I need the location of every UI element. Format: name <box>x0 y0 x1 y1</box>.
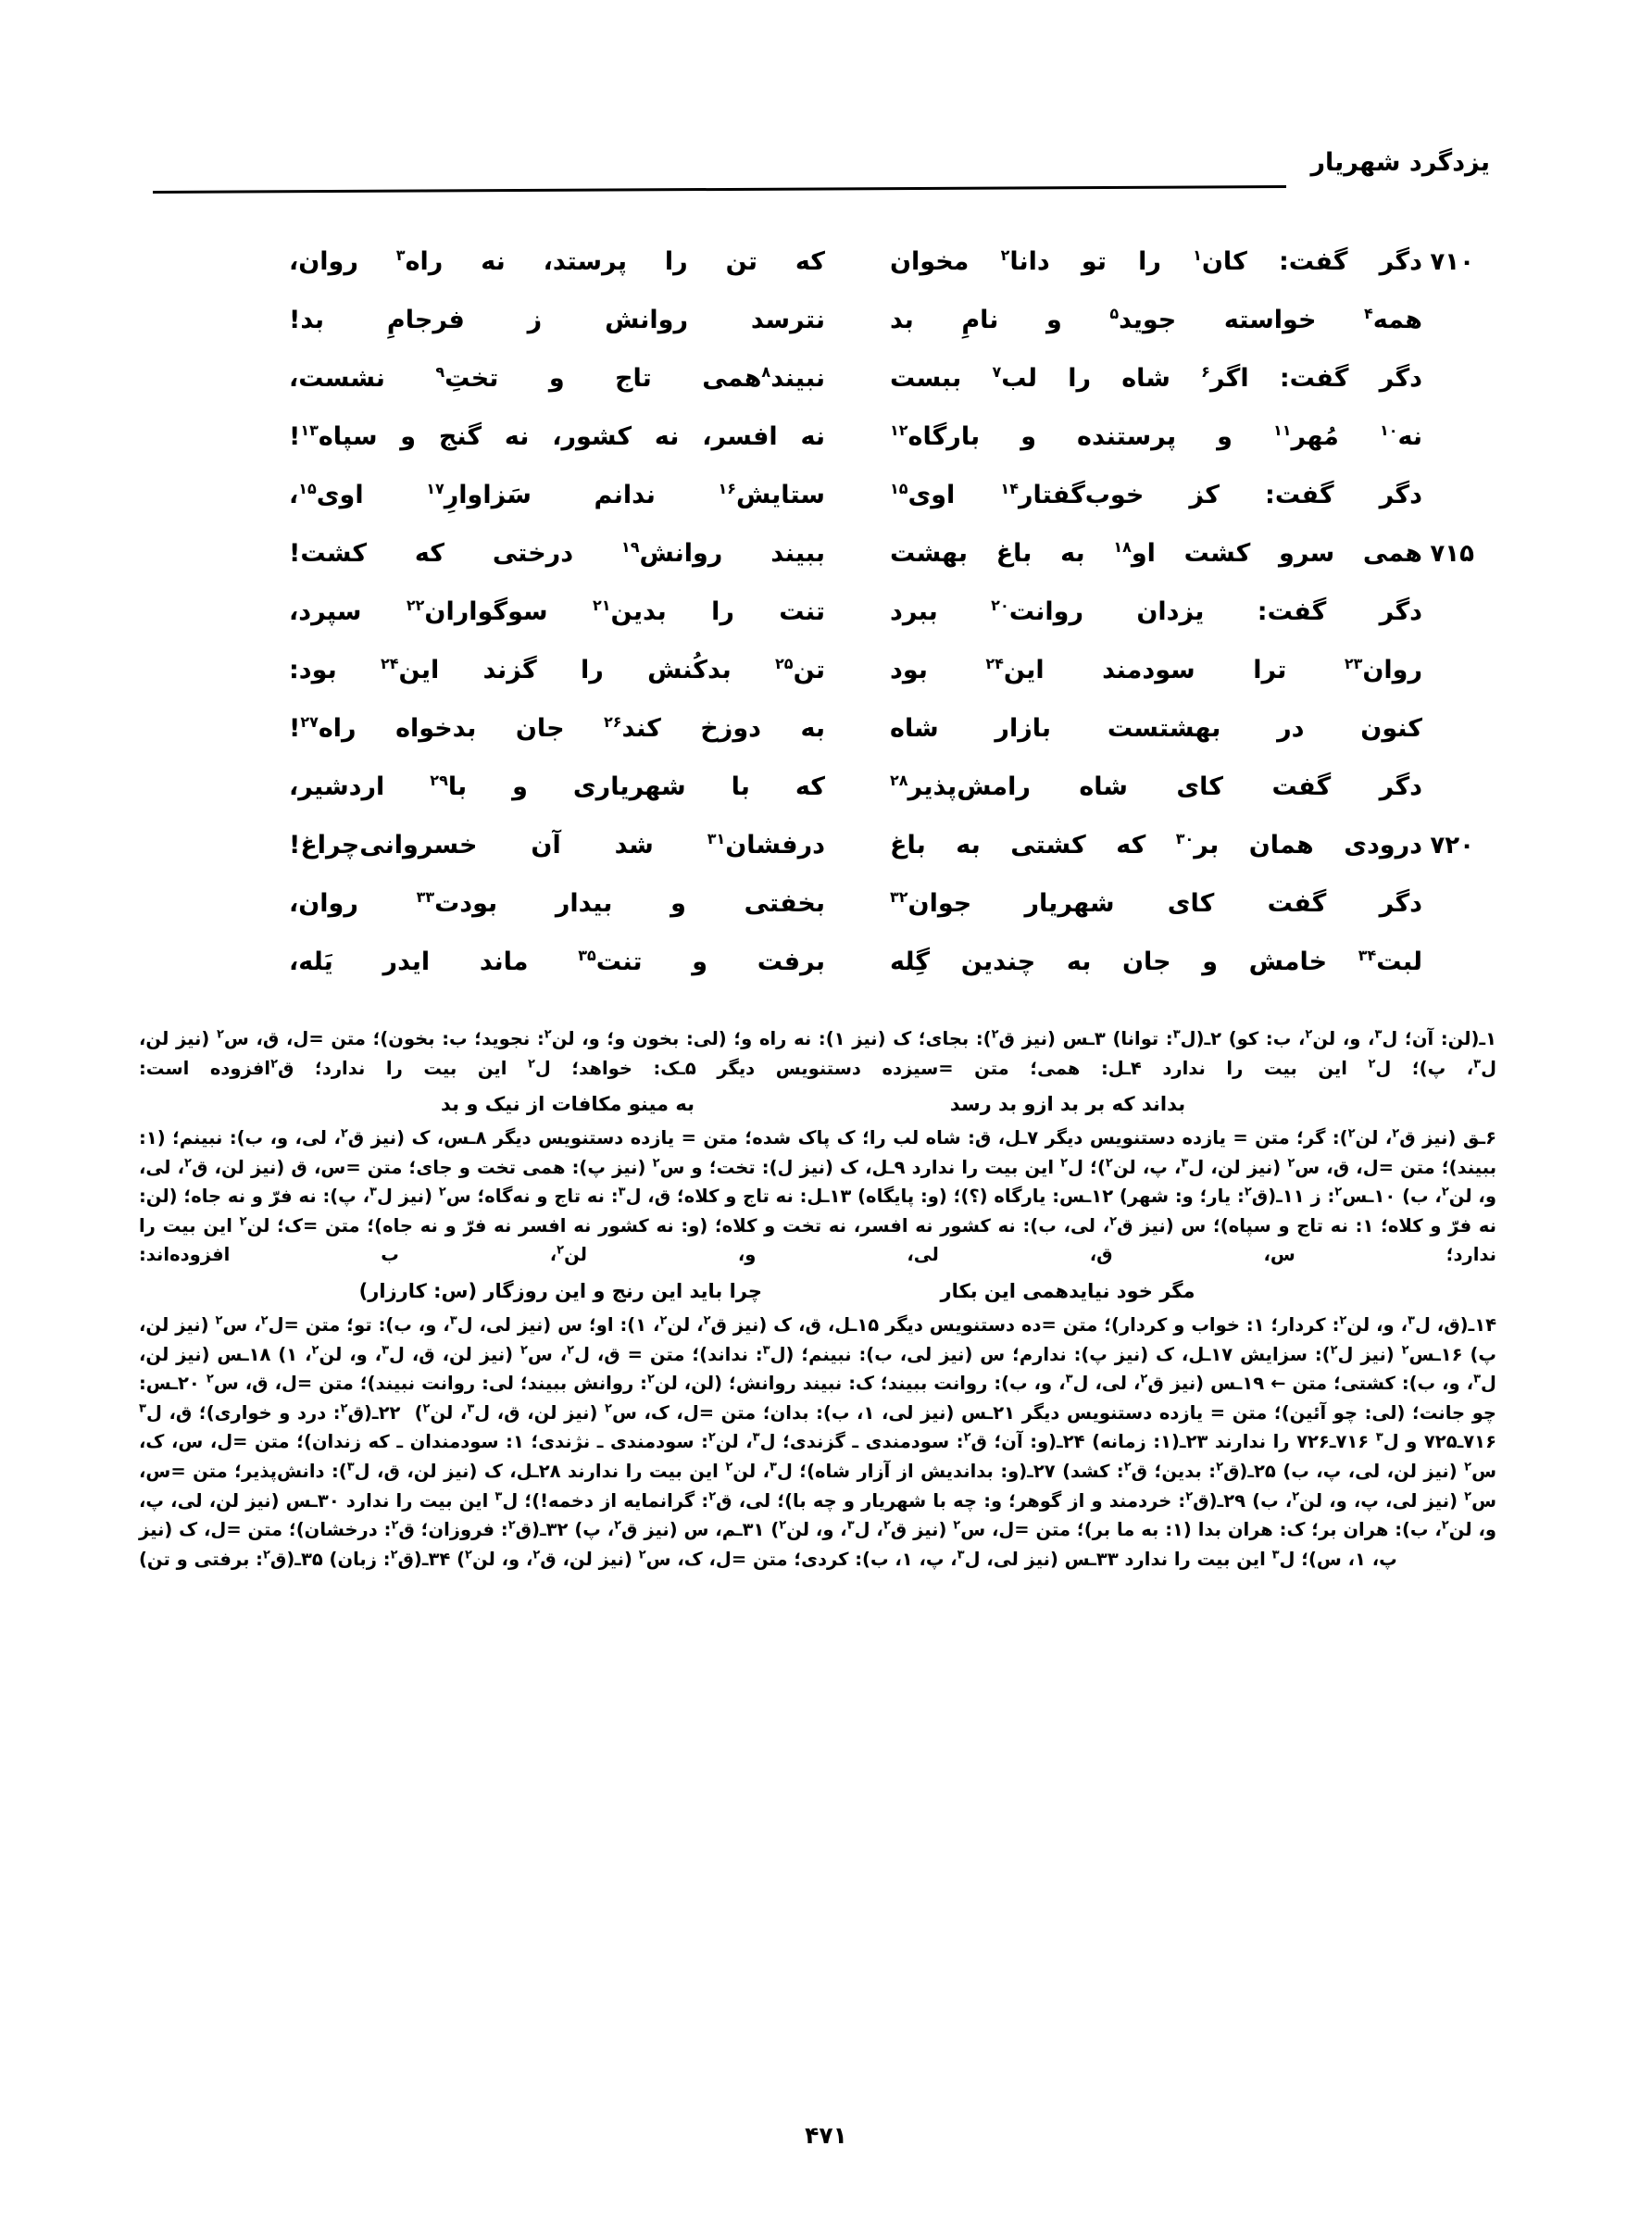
hemistich-first: کنون در بهشتست بازار شاه <box>890 714 1422 743</box>
hemistich-first: دگر گفت: کان$^۱$ را تو دانا$^۲$ مخوان <box>890 246 1422 276</box>
page-number: ۴۷۱ <box>805 2122 847 2149</box>
running-head <box>0 148 1652 198</box>
verse-number <box>1422 593 1495 598</box>
hemistich-second: ببیند روانش$^{۱۹}$ درختی که کشت! <box>289 538 825 568</box>
verse-number <box>1422 651 1495 657</box>
hemistich-second: نبیند$^۸$همی تاج و تختِ$^۹$ نشست، <box>289 363 825 393</box>
verse-number: ۷۲۰ <box>1430 832 1474 860</box>
hemistich-first: همه$^۴$ خواسته جوید$^۵$ و نامِ بد <box>890 305 1422 334</box>
running-head-title: یزدگرد شهریار <box>1310 148 1490 177</box>
verse-couplet <box>157 359 1495 418</box>
verse-number <box>1422 476 1495 482</box>
verse-number <box>1422 709 1495 715</box>
hemistich-first: دگر گفت: یزدان روانت$^{۲۰}$ ببرد <box>890 596 1422 626</box>
verse-couplet <box>157 243 1495 301</box>
apparatus-paragraph: ۱ـ(لن: آن؛ ل$^۳$، و، لن$^۲$، ب: کو)‌ ۲ـ(ل$^۳$: توانا)‌ ۳ـس (نیز ق$^۲$): بجای؛ ک (نیز ۱): نه راه و؛ (لی: بخون و؛ و، لن$^۲$: نجوید؛ ب: بخون)؛ متن =ل، ق، س$^۲$ (نیز لن، ل$^۳$، پ)؛ ل$^۲$ این بیت را ندارد‌ ۴ـل: همی؛ متن =سیزده دستنویس دیگر‌ ۵ـک: خواهد؛ ل$^۲$ این بیت را ندارد؛ ق$^۲$افزوده است: <box>139 1027 1497 1079</box>
verse-number <box>1422 418 1495 423</box>
verse-couplet <box>157 534 1495 593</box>
hemistich-second: بخفتی و بیدار بودت$^{۳۳}$ روان، <box>289 888 825 918</box>
hemistich-second: برفت و تنت$^{۳۵}$ ماند ایدر یَله، <box>289 947 825 976</box>
verse-number <box>1422 943 1495 948</box>
verse-couplet <box>157 885 1495 943</box>
hemistich-first: روان$^{۲۳}$ ترا سودمند این$^{۲۴}$ بود <box>890 655 1423 684</box>
hemistich-first: نه$^{۱۰}$ مُهر$^{۱۱}$ و پرستنده و بارگاه$^{۱۲}$ <box>890 421 1422 451</box>
critical-apparatus <box>139 1024 1496 1574</box>
verse-couplet <box>157 826 1495 885</box>
hemistich-first: دگر گفت کای شاه رامش‌پذیر$^{۲۸}$ <box>890 772 1422 801</box>
hemistich-second: درفشان$^{۳۱}$ شد آن خسروانی‌چراغ! <box>289 830 825 860</box>
verse-couplet <box>157 476 1495 534</box>
verse-couplet <box>157 418 1495 476</box>
hemistich-first: درودی همان بر$^{۳۰}$ که کشتی به باغ <box>890 830 1422 860</box>
apparatus-paragraph: ۱۴ـ(ق، ل$^۳$، و، لن$^۲$: کردار؛ ۱: خواب و کردار)؛ متن =ده دستنویس دیگر‌ ۱۵ـل، ق، ک (نیز ق$^۲$، لن$^۲$، ۱): او؛ س (نیز لی، ل$^۳$، و، ب): تو؛ متن =ل$^۲$، س$^۲$ (نیز لن، پ)‌ ۱۶ـس$^۲$ (نیز ل$^۲$): سزایش‌ ۱۷ـل، ک (نیز پ): ندارم؛ س (نیز لی، ب): نبینم؛ (ل$^۳$: نداند)؛ متن = ق، ل$^۲$، س$^۲$ (نیز لن، ق، ل$^۳$، و، لن$^۲$، ۱)‌ ۱۸ـس (نیز لن، ل$^۳$، و، ب): کشتی؛ متن ← ۱۹ـس (نیز ق$^۲$، لی، ل$^۳$، و، ب): روانت ببیند؛ ک: نبیند روانش؛ (لن، لن$^۲$: روانش ببیند؛ لی: روانت نبیند)؛ متن =ل، ق، س$^۲$‌ ۲۰ـس: چو جانت؛ (لی: چو آئین)؛ متن = یازده دستنویس دیگر‌ ۲۱ـس (نیز لی، ۱، ب): بدان؛ متن =ل، ک، س$^۲$ (نیز لن، ق، ل$^۳$، لن$^۲$) ‌ ۲۲ـ(ق$^۲$: درد و خواری)؛ ق، ل$^۳$ ۷۱۶ـ۷۲۵ و ل$^۳$ ۷۱۶ـ۷۲۶ را ندارند‌ ۲۳ـ(۱: زمانه)‌ ۲۴ـ(و: آن؛ ق$^۲$: سودمندی ـ گزندی؛ ل$^۳$، لن$^۲$: سودمندی ـ نژندی؛ ۱: سودمندان ـ که زندان)؛ متن =ل، س، ک، س$^۲$ (نیز لن، لی، پ، ب)‌ ۲۵ـ(ق$^۲$: بدین؛ ق$^۲$: کشد)‌ ۲۷ـ(و: بداندیش از آزار شاه)؛ ل$^۳$، لن$^۲$ این بیت را ندارند‌ ۲۸ـل، ک (نیز لن، ق، ل$^۳$): دانش‌پذیر؛ متن =س، س$^۲$ (نیز لی، پ، و، لن$^۲$، ب)‌ ۲۹ـ(ق$^۲$: خردمند و از گوهر؛ و: چه با شهریار و چه با)؛ لی، ق$^۲$: گرانمایه از دخمه!)؛ ل$^۳$ این بیت را ندارد‌ ۳۰ـس (نیز لن، لی، پ، و، لن$^۲$، ب): هران بر؛ ک: هران بدا (۱: به ما بر)؛ متن =ل، س$^۲$ (نیز ق$^۲$، ل$^۳$، و، لن$^۲$)‌ ۳۱ـم، س (نیز ق$^۲$، پ)‌ ۳۲ـ(ق$^۲$: فروزان؛ ق$^۲$: درخشان)؛ متن =ل، ک (نیز پ، ۱، س)؛ ل$^۳$ این بیت را ندارد‌ ۳۳ـس (نیز لی، ل$^۳$، پ، ۱، ب): کردی؛ متن =ل، ک، س$^۲$ (نیز لن، ق$^۲$، و، لن$^۲$)‌ ۳۴ـ(ق$^۲$: زبان)‌ ۳۵ـ(ق$^۲$: برفتی و تن) <box>139 1313 1497 1570</box>
hemistich-first: دگر گفت: کز خوب‌گفتار$^{۱۴}$ اوی$^{۱۵}$ <box>890 480 1422 509</box>
variant-hemistich-first: بداند که بر بد ازو بد رسد <box>949 1093 1186 1116</box>
verse-couplet <box>157 709 1495 768</box>
verse-block <box>157 243 1495 976</box>
hemistich-first: دگر گفت کای شهریار جوان$^{۳۲}$ <box>890 888 1422 918</box>
verse-number <box>1422 301 1495 307</box>
hemistich-second: نترسد روانش ز فرجامِ بد! <box>289 306 825 334</box>
verse-number: ۷۱۰ <box>1430 248 1474 276</box>
apparatus-paragraph: ۶ـق (نیز ق$^۲$، لن$^۲$): گر؛ متن = یازده دستنویس دیگر‌ ۷ـل، ق: شاه لب را؛ ک پاک شده؛ متن = یازده دستنویس دیگر‌ ۸ـس، ک (نیز ق$^۲$، لی، و، ب): نبینم؛ (۱: ببیند)؛ متن =ل، ق، س$^۲$ (نیز لن، ل$^۳$، پ، لن$^۲$)؛ ل$^۲$ این بیت را ندارد‌ ۹ـل، ک (نیز ل): تخت؛ و س$^۲$ (نیز پ): همی تخت و جای؛ متن =س، ق (نیز لن، ق$^۲$، لی، و، لن$^۲$، ب)‌ ۱۰ـس$^۲$: ز‌ ۱۱ـ(ق$^۲$: یار؛ و: شهر)‌ ۱۲ـس: یارگاه (؟)؛ (و: پایگاه)‌ ۱۳ـل: نه تاج و کلاه؛ ق، ل$^۳$: نه تاج و نه‌گاه؛ س$^۲$ (نیز ل$^۳$، پ): نه فرّ و نه جاه؛ (لن: نه فرّ و کلاه؛ ۱: نه تاج و سپاه)؛ س (نیز ق$^۲$، لی، ب): نه کشور نه افسر، نه تخت و کلاه؛ (و: نه کشور نه افسر نه فرّ و نه جاه)؛ متن =ک؛ لن$^۲$ این بیت را ندارد؛ س، ق، لی، و، لن$^۲$، ب افزوده‌اند: <box>139 1126 1497 1266</box>
variant-hemistich-first: مگر خود نیایدهمی این بکار <box>940 1280 1195 1303</box>
variant-hemistich-second: به مینو مکافات از نیک و بد <box>441 1093 695 1116</box>
verse-couplet <box>157 943 1495 1001</box>
verse-number <box>1422 359 1495 365</box>
hemistich-second: تنت را بدین$^{۲۱}$ سوگواران$^{۲۲}$ سپرد، <box>289 596 826 626</box>
header-rule <box>153 185 1286 194</box>
hemistich-second: که با شهریاری و با$^{۲۹}$ اردشیر، <box>289 772 826 801</box>
hemistich-second: ستایش$^{۱۶}$ ندانم سَزاوارِ$^{۱۷}$ اوی$^{۱۵}$، <box>289 480 825 509</box>
hemistich-first: دگر گفت: اگر$^۶$ شاه را لب$^۷$ ببست <box>890 363 1422 393</box>
verse-couplet <box>157 301 1495 359</box>
verse-number <box>1422 768 1495 773</box>
hemistich-second: به دوزخ کند$^{۲۶}$ جان بدخواه راه$^{۲۷}$! <box>289 713 825 743</box>
hemistich-second: که تن را پرستد، نه راه$^۳$ روان، <box>289 246 825 276</box>
apparatus-variant-couplet <box>139 1088 1496 1120</box>
hemistich-first: لبت$^{۳۴}$ خامش و جان به چندین گِله <box>890 947 1422 976</box>
verse-couplet <box>157 768 1495 826</box>
hemistich-second: تن$^{۲۵}$ بدکُنش را گزند این$^{۲۴}$ بود: <box>289 655 825 684</box>
verse-couplet <box>157 651 1495 709</box>
verse-couplet <box>157 593 1495 651</box>
verse-number <box>1422 885 1495 890</box>
hemistich-first: همی سرو کشت او$^{۱۸}$ به باغ بهشت <box>890 538 1422 568</box>
apparatus-variant-couplet <box>139 1275 1496 1307</box>
variant-hemistich-second: چرا باید این رنج و این روزگار (س: کارزار) <box>358 1280 762 1303</box>
verse-number: ۷۱۵ <box>1430 540 1474 568</box>
hemistich-second: نه افسر، نه کشور، نه گنج و سپاه$^{۱۳}$! <box>289 421 825 451</box>
